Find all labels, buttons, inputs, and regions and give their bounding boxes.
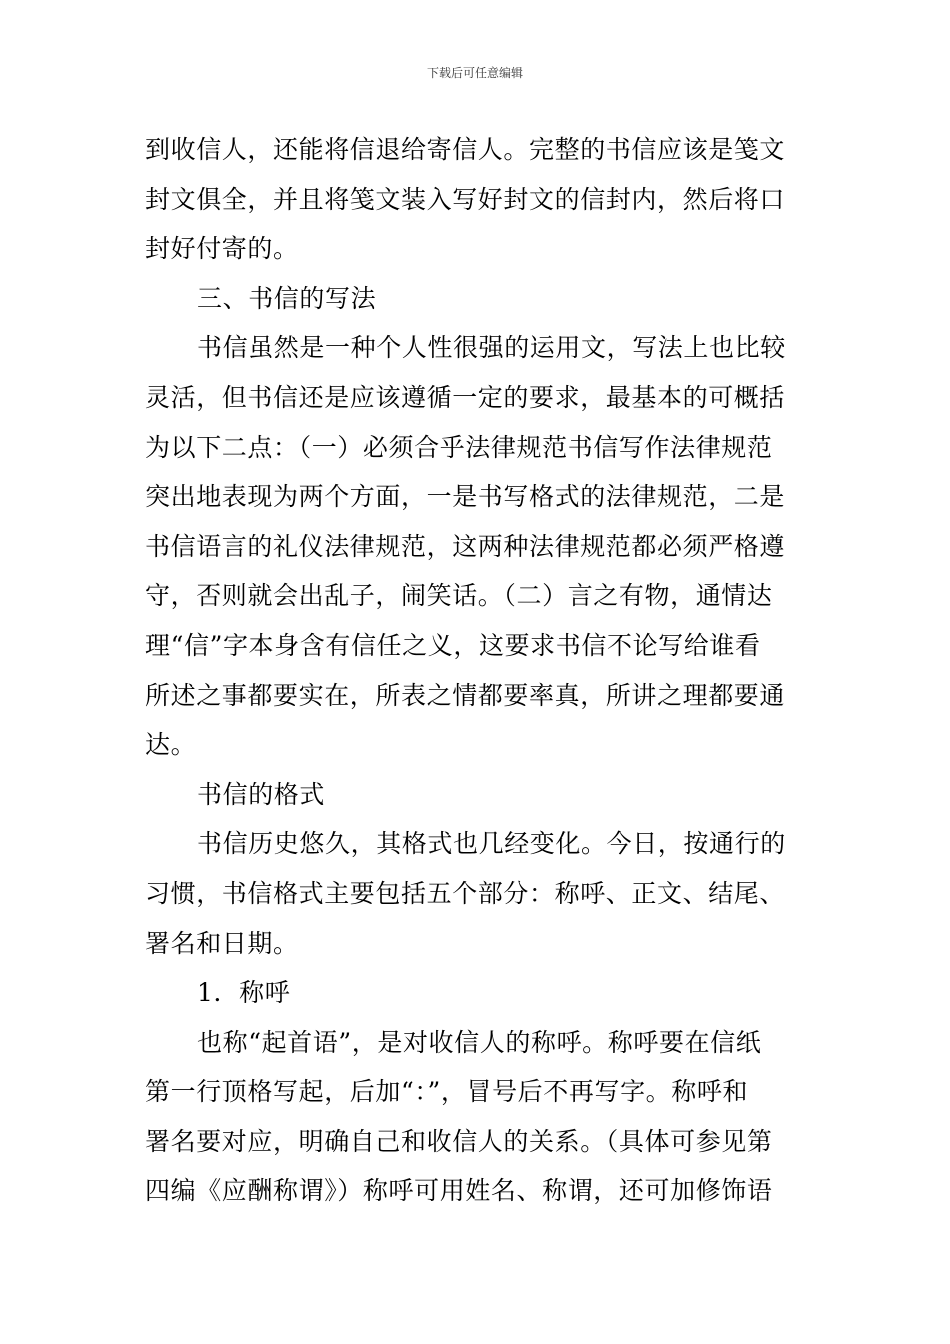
- body-line: 署名要对应，明确自己和收信人的关系。（具体可参见第: [145, 1126, 773, 1156]
- body-line: 书信语言的礼仪法律规范，这两种法律规范都必须严格遵: [145, 531, 786, 561]
- section-heading: 书信的格式: [197, 779, 326, 809]
- body-line: 守，否则就会出乱子，闹笑话。（二）言之有物，通情达: [145, 581, 773, 611]
- body-line: 理“信”字本身含有信任之义，这要求书信不论写给谁看: [145, 630, 761, 660]
- paragraph-start: 也称“起首语”，是对收信人的称呼。称呼要在信纸: [197, 1027, 762, 1057]
- body-line: 封文俱全，并且将笺文装入写好封文的信封内，然后将口: [145, 184, 786, 214]
- body-line: 达。: [145, 730, 197, 760]
- body-line: 所述之事都要实在，所表之情都要率真，所讲之理都要通: [145, 680, 786, 710]
- body-line: 四编《应酬称谓》）称呼可用姓名、称谓，还可加修饰语: [145, 1176, 773, 1206]
- body-line: 第一行顶格写起，后加“：”，冒号后不再写字。称呼和: [145, 1077, 749, 1107]
- body-line: 习惯，书信格式主要包括五个部分：称呼、正文、结尾、: [145, 878, 786, 908]
- section-heading: 三、书信的写法: [197, 283, 377, 313]
- body-line: 封好付寄的。: [145, 234, 299, 264]
- body-line: 署名和日期。: [145, 928, 299, 958]
- body-line: 到收信人，还能将信退给寄信人。完整的书信应该是笺文: [145, 135, 786, 164]
- body-line: 为以下二点：（一）必须合乎法律规范书信写作法律规范: [145, 432, 773, 462]
- subsection-heading: 1．称呼: [197, 978, 291, 1008]
- body-line: 突出地表现为两个方面，一是书写格式的法律规范，二是: [145, 482, 786, 512]
- body-line: 灵活，但书信还是应该遵循一定的要求，最基本的可概括: [145, 382, 786, 412]
- paragraph-start: 书信虽然是一种个人性很强的运用文，写法上也比较: [197, 333, 786, 363]
- page-header-note: 下载后可任意编辑: [426, 66, 523, 80]
- document-body: [145, 125, 807, 1216]
- paragraph-start: 书信历史悠久，其格式也几经变化。今日，按通行的: [197, 829, 786, 859]
